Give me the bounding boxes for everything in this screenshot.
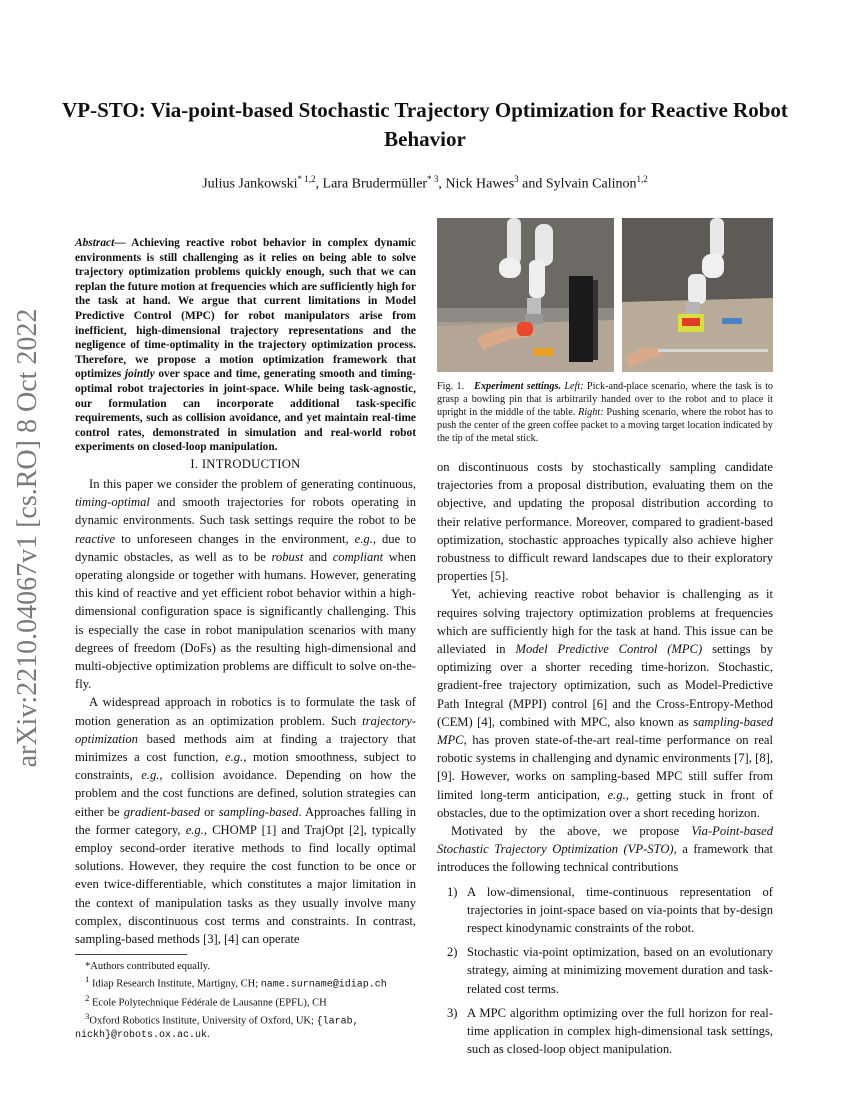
author-name: Julius Jankowski xyxy=(202,176,298,192)
paper-title: VP-STO: Via-point-based Stochastic Trajectory Optimization for Reactive Robot Behavior xyxy=(62,98,788,151)
author-name: Sylvain Calinon xyxy=(545,176,637,192)
author-affiliation: 3 xyxy=(514,174,519,184)
abstract-emphasis: jointly xyxy=(124,368,155,381)
figure-left-label: Left: xyxy=(564,381,584,392)
right-column-body xyxy=(437,458,773,1059)
figure-photo-pick-and-place xyxy=(437,218,614,372)
footnote-epfl: $^2$ Ecole Polytechnique Fédérale de Lausanne (EPFL), CH xyxy=(85,992,327,1009)
arxiv-identifier-stamp: arXiv:2210.04067v1 [cs.RO] 8 Oct 2022 xyxy=(12,308,43,768)
author-name: Nick Hawes xyxy=(445,176,515,192)
contribution-text: A MPC algorithm optimizing over the full horizon for real-time application in complex high-dimensional task settings, such as closed-loop object manipulation. xyxy=(467,1005,773,1057)
figure-photo-pushing xyxy=(622,218,773,372)
contribution-text: Stochastic via-point optimization, based on an evolutionary strategy, aiming at minimizing movement duration and task-related cost terms. xyxy=(467,945,773,996)
right-paragraph-2: Yet, achieving reactive robot behavior is challenging as it requires solving trajectory optimization problems at frequencies which are sufficiently high for the task at hand. This issue can be alleviated in Model Predictive Control (MPC) settings by optimizing over a shorter receding time-horizon. Stochastic, gradient-free trajectory optimization, such as Model-Predictive Path Integral (MPPI) control [6] and the Cross-Entropy-Method (CEM) [4], combined with MPC, also known as sampling-based MPC, has proven state-of-the-art real-time performance on real robotic systems in challenging and dynamic environments [7], [8], [9]. However, works on sampling-based MPC still suffer from limited long-term anticipation, e.g., getting stuck in front of obstacles, due to the optimization over a short receding horizon. xyxy=(437,587,774,820)
right-paragraph-1: on discontinuous costs by stochastically sampling candidate trajectories from a proposal distribution, evaluating them on the objective, and updating the proposal distribution according to their relative performance. Moreover, compared to gradient-based optimization, stochastic approaches typically also achieve higher robustness to difficult reward landscapes due to their exploratory properties [5]. xyxy=(437,460,773,584)
author-affiliation: * 1,2 xyxy=(297,174,316,184)
contribution-text: A low-dimensional, time-continuous representation of trajectories in joint-space based on via-points that by-design respect kinodynamic constraints of the robot. xyxy=(467,884,773,936)
figure-title: Experiment settings. xyxy=(474,381,561,392)
intro-paragraph-2: A widespread approach in robotics is to formulate the task of motion generation as an optimization problem. Such trajectory-optimization based methods aim at finding a trajectory that minimizes a cost function, e.g., motion smoothness, subject to constraints, e.g., collision avoidance. Depending on how the problem and the cost functions are defined, solution strategies can either be gradient-based or sampling-based. Approaches falling in the former category, e.g., CHOMP [1] and TrajOpt [2], typically employ second-order iterative methods to find locally optimal solutions. However, they require the cost function to be once or even twice-differentiable, which constitutes a major limitation in the context of manipulation tasks as they usually involve many complex, discontinuous cost terms and constraints. In contrast, sampling-based methods [3], [4] can operate xyxy=(75,695,416,947)
author-list: Julius Jankowski$^{* 1,2}$, Lara Brudermüller$^{* 3}$, Nick Hawes$^3$ and Sylvain Calinon$^{1,2}$ xyxy=(202,174,648,192)
figure-caption: Fig. 1. Experiment settings. Left: Pick-and-place scenario, where the task is to grasp a bowling pin that is arbitrarily handed over to the robot and to place it upright in the middle of the table. Right: Pushing scenario, where the robot has to push the center of the green coffee packet to a moving target location indicated by the tip of the metal stick. xyxy=(437,381,774,445)
contribution-item xyxy=(437,883,773,938)
author-affiliation: 1,2 xyxy=(636,174,648,184)
abstract-label: Abstract xyxy=(75,237,115,249)
contribution-number: 1) xyxy=(447,884,458,899)
section-heading-introduction: I. INTRODUCTION xyxy=(190,457,301,471)
author-affiliation: * 3 xyxy=(427,174,439,184)
footnotes xyxy=(75,954,416,1043)
contribution-item xyxy=(437,1004,773,1059)
contribution-number: 3) xyxy=(447,1005,458,1020)
figure-right-label: Right: xyxy=(578,407,604,419)
author-name: Lara Brudermüller xyxy=(322,176,428,192)
abstract-text-part2: over space and time, generating smooth and timing-optimal robot trajectories in joint-space. While being task-agnostic, our formulation can incorporate additional task-specific requirements, such as collision avoidance, and yet maintain real-time control rates, demonstrated in simulation and real-world robot experiments on closed-loop manipulation. xyxy=(75,368,416,454)
contribution-item xyxy=(437,943,773,998)
left-column-body xyxy=(75,475,416,948)
idiap-email: name.surname@idiap.ch xyxy=(260,979,387,991)
figure-label: Fig. 1. xyxy=(437,381,465,392)
footnote-rule xyxy=(75,954,187,955)
footnote-equal-contribution: *Authors contributed equally. xyxy=(85,961,211,972)
contribution-list xyxy=(437,883,773,1059)
abstract-text-part1: — Achieving reactive robot behavior in complex dynamic environments is still challenging as it relies on being able to solve trajectory optimization problems quickly enough, such that we can replan the future motion at frequencies which are sufficiently high for the task at hand. We argue that current limitations in Model Predictive Control (MPC) for robot manipulators arise from inefficient, high-dimensional trajectory representations and the negligence of time-optimality in the trajectory optimization process. Therefore, we propose a motion optimization framework that optimizes xyxy=(75,237,416,381)
oxford-email: {larab, nickh}@robots.ox.ac.uk xyxy=(75,1016,359,1042)
contribution-number: 2) xyxy=(447,945,458,960)
intro-paragraph-1: In this paper we consider the problem of generating continuous, timing-optimal and smooth trajectories for robots operating in dynamic environments. Such task settings require the robot to be reactive to unforeseen changes in the environment, e.g., due to dynamic obstacles, as well as to be robust and compliant when operating alongside or together with humans. However, generating this kind of reactive and yet efficient robot behavior within a high-dimensional configuration space is significantly challenging. This is especially the case in robot manipulation scenarios with many degrees of freedom (DoFs) as the resulting high-dimensional and multi-objective optimization problems are difficult to solve on-the-fly. xyxy=(75,477,416,692)
abstract xyxy=(75,236,416,455)
right-paragraph-3: Motivated by the above, we propose Via-Point-based Stochastic Trajectory Optimization (VP-STO), a framework that introduces the following technical contributions xyxy=(437,824,773,875)
footnote-oxford: $^3$Oxford Robotics Institute, University of Oxford, UK; {larab, nickh}@robots.ox.ac.uk. xyxy=(75,1010,359,1042)
footnote-idiap: $^1$ Idiap Research Institute, Martigny, CH; name.surname@idiap.ch xyxy=(85,974,387,991)
